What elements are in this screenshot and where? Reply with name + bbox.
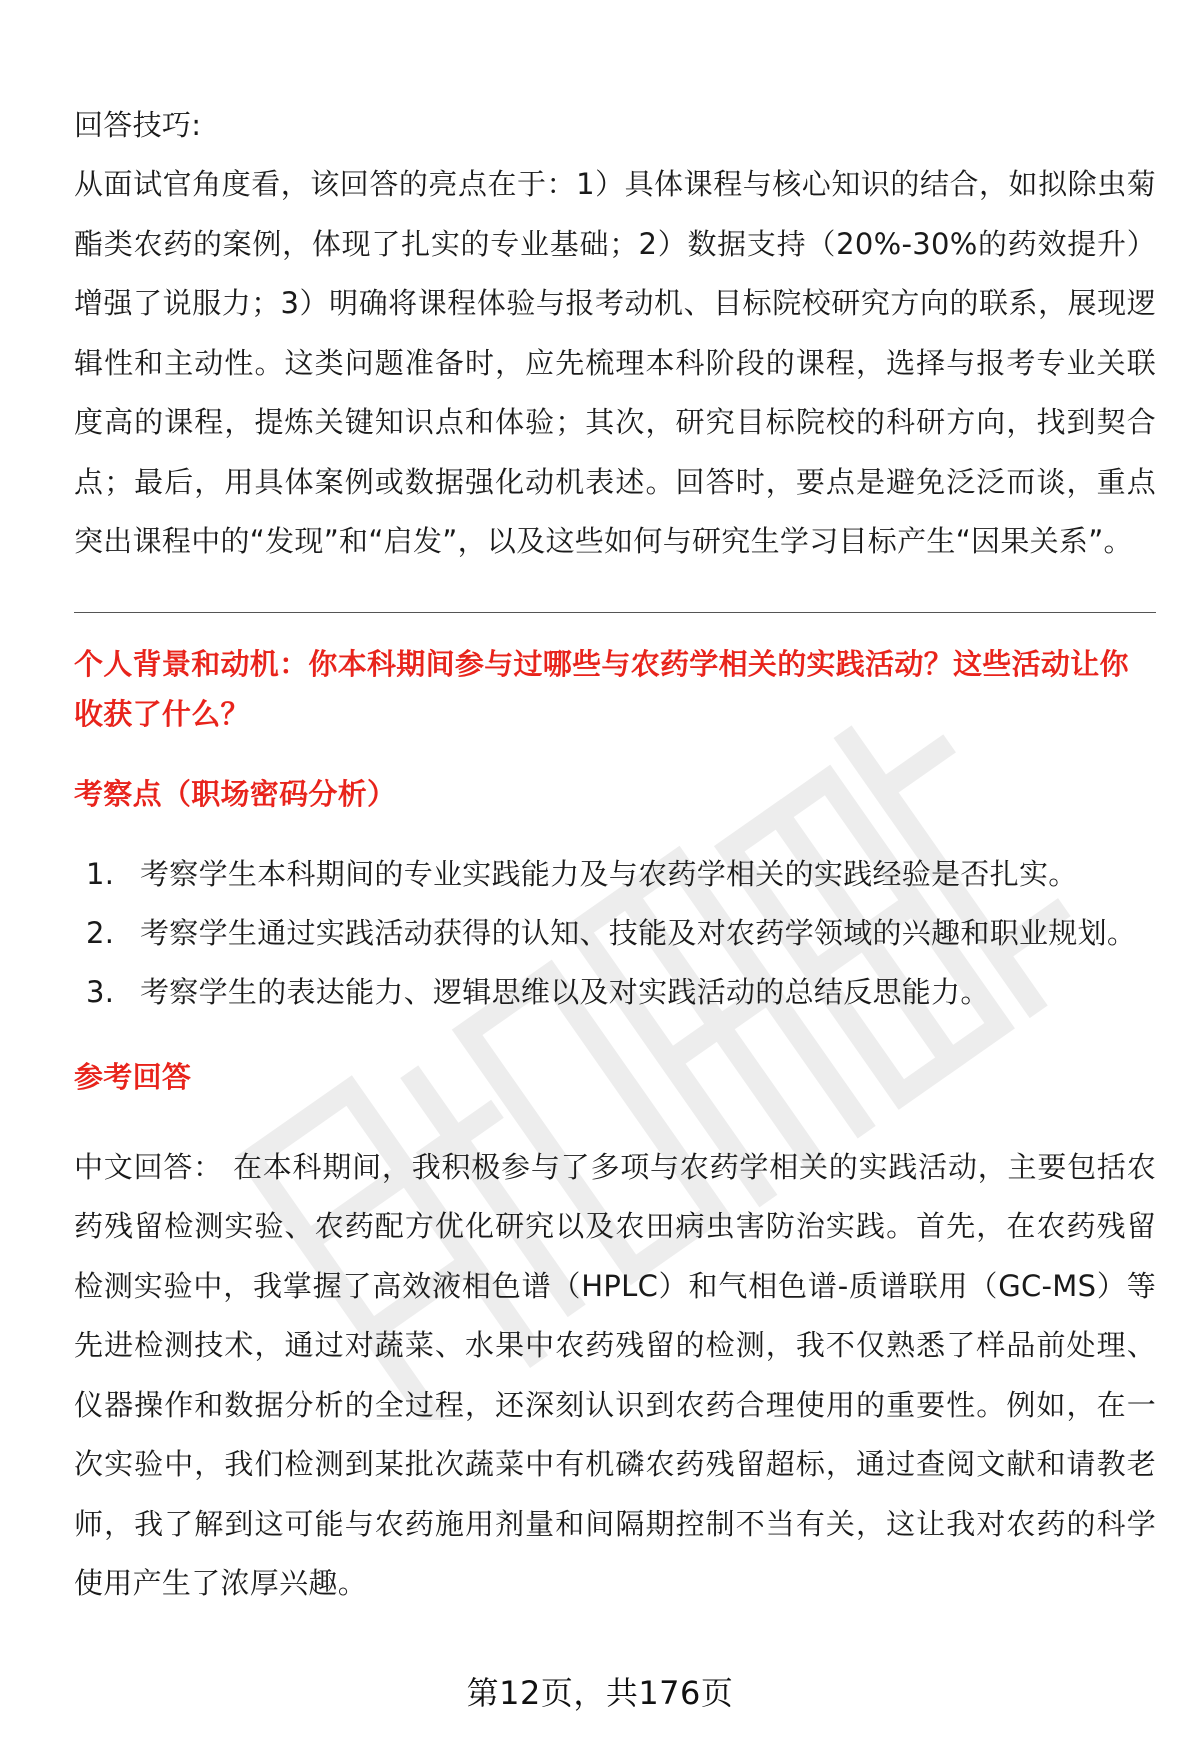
content [74,96,1156,1614]
question-heading: 个人背景和动机：你本科期间参与过哪些与农药学相关的实践活动？这些活动让你收获了什么？ [74,646,1129,731]
section-divider [74,612,1156,613]
tips-paragraph: 从面试官角度看，该回答的亮点在于：1）具体课程与核心知识的结合，如拟除虫菊酯类农药的案例，体现了扎实的专业基础；2）数据支持（20%-30%的药效提升）增强了说服力；3）明确将课程体验与报考动机、目标院校研究方向的联系，展现逻辑性和主动性。这类问题准备时，应先梳理本科阶段的课程，选择与报考专业关联度高的课程，提炼关键知识点和体验；其次，研究目标院校的科研方向，找到契合点；最后，用具体案例或数据强化动机表述。回答时，要点是避免泛泛而谈，重点突出课程中的“发现”和“启发”，以及这些如何与研究生学习目标产生“因果关系”。 [74,167,1156,558]
list-item-number: 3. [86,974,115,1009]
assessment-list [74,845,1156,1022]
list-item-text: 考察学生的表达能力、逻辑思维以及对实践活动的总结反思能力。 [140,974,990,1009]
reference-title: 参考回答 [74,1059,192,1094]
page-number: 第12页，共176页 [466,1674,734,1712]
list-item-text: 考察学生本科期间的专业实践能力及与农药学相关的实践经验是否扎实。 [140,856,1078,891]
list-item-number: 1. [86,856,115,891]
reference-answer: 中文回答： 在本科期间，我积极参与了多项与农药学相关的实践活动，主要包括农药残留检测实验、农药配方优化研究以及农田病虫害防治实践。首先，在农药残留检测实验中，我掌握了高效液相色谱（HPLC）和气相色谱-质谱联用（GC-MS）等先进检测技术，通过对蔬菜、水果中农药残留的检测，我不仅熟悉了样品前处理、仪器操作和数据分析的全过程，还深刻认识到农药合理使用的重要性。例如，在一次实验中，我们检测到某批次蔬菜中有机磷农药残留超标，通过查阅文献和请教老师，我了解到这可能与农药施用剂量和间隔期控制不当有关，这让我对农药的科学使用产生了浓厚兴趣。 [74,1149,1156,1600]
list-item [74,904,1156,963]
list-item [74,845,1156,904]
list-item-text: 考察学生通过实践活动获得的认知、技能及对农药学领域的兴趣和职业规划。 [140,915,1137,950]
list-item-number: 2. [86,915,115,950]
list-item [74,963,1156,1022]
tips-label: 回答技巧: [74,108,202,142]
assessment-title: 考察点（职场密码分析） [74,776,397,811]
